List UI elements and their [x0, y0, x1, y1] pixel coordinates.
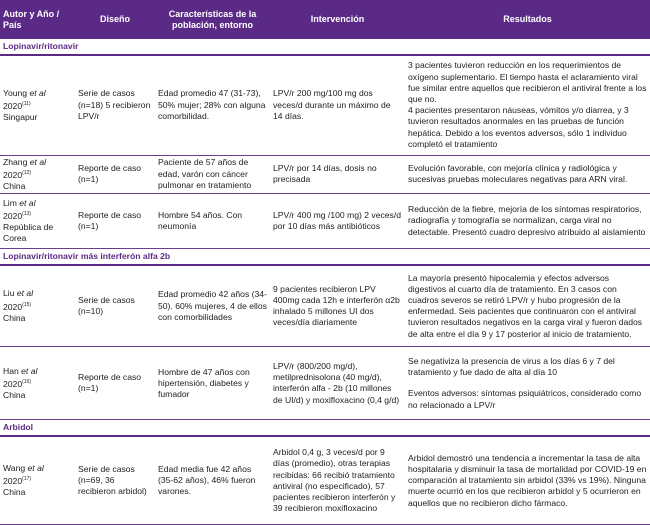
design-cell: Serie de casos (n=18) 5 recibieron LPV/r — [75, 55, 155, 155]
author-cell: Young et al 2020$^{(11)}$ Singapur — [0, 55, 75, 155]
population-cell: Hombre de 47 años con hipertensión, diabetes y fumador — [155, 347, 270, 420]
design-cell: Reporte de caso (n=1) — [75, 193, 155, 248]
population-cell: Hombre 54 años. Con neumonía — [155, 193, 270, 248]
section-title: Lopinavir/ritonavir — [0, 39, 650, 55]
section-row — [0, 39, 650, 55]
population-cell: Paciente de 57 años de edad, varón con cáncer pulmonar en tratamiento — [155, 155, 270, 193]
intervention-cell: 9 pacientes recibieron LPV 400mg cada 12h e interferón α2b inhalado 5 millones UI dos veces/día diariamente — [270, 265, 405, 347]
header-row — [0, 0, 650, 39]
results-cell: Reducción de la fiebre, mejoría de los síntomas respiratorios, radiografía y tomografía se normalizan, carga viral no detectable. Presentó cuadro depresivo atribuido al aislamiento — [405, 193, 650, 248]
results-cell: La mayoría presentó hipocalemia y efectos adversos digestivos al cuarto día de tratamiento. En 3 casos con cuadros severos se retiró LPV/r y hubo progresión de la enfermedad. Seis pacientes que continuaron con el antiviral tuvieron resultados negativos en la carga viral y fueron dados de alta entre el día 9 y 17 posterior al inicio de tratamiento. — [405, 265, 650, 347]
author-cell: Lim et al 2020$^{(13)}$ República de Corea — [0, 193, 75, 248]
intervention-cell: Arbidol 0,4 g, 3 veces/d por 9 días (promedio), otras terapias recibidas: 66 recibió tratamiento antiviral (no especificado), 57 pacientes recibieron interferón y 39 recibieron moxifloxacino — [270, 436, 405, 524]
design-cell: Reporte de caso (n=1) — [75, 347, 155, 420]
author-cell: Wang et al 2020$^{(17)}$ China — [0, 436, 75, 524]
country: China — [3, 312, 26, 323]
header-results: Resultados — [405, 0, 650, 39]
country: China — [3, 180, 26, 191]
results-cell: Arbidol demostró una tendencia a incrementar la tasa de alta hospitalaria y disminuir la tasa de mortalidad por COVID-19 en comparación al tratamiento sin arbidol (33% vs 19%). Ninguna muerte ocurrió en los que recibieron arbidol y 5 ocurrieron en aquellos que no recibieron dicho fármaco. — [405, 436, 650, 524]
study-row — [0, 265, 650, 347]
study-row — [0, 55, 650, 155]
section-title: Arbidol — [0, 420, 650, 437]
author-cell: Liu et al 2020$^{(15)}$ China — [0, 265, 75, 347]
population-cell: Edad promedio 42 años (34-50). 60% mujeres, 4 de ellos con comorbilidades — [155, 265, 270, 347]
header-author: Autor y Año / País — [0, 0, 75, 39]
results-cell: 3 pacientes tuvieron reducción en los requerimientos de oxígeno suplementario. El tiempo hasta el aclaramiento viral fue similar entre aquellos que recibieron el antiviral frente a los que no. 4 pacientes presentaron náuseas, vómitos y/o diarrea, y 3 tuvieron resultados anormales en las pruebas de función hepática. Debido a los eventos adversos, sólo 1 individuo completó el tratamiento — [405, 55, 650, 155]
section-row — [0, 248, 650, 265]
study-row — [0, 347, 650, 420]
author-cell: Zhang et al 2020$^{(12)}$ China — [0, 155, 75, 193]
study-row — [0, 193, 650, 248]
study-row — [0, 155, 650, 193]
header-intervention: Intervención — [270, 0, 405, 39]
author-cell: Han et al 2020$^{(16)}$ China — [0, 347, 75, 420]
study-row — [0, 436, 650, 524]
header-design: Diseño — [75, 0, 155, 39]
intervention-cell: LPV/r 400 mg /100 mg) 2 veces/d por 10 días más antibióticos — [270, 193, 405, 248]
country: República de Corea — [3, 221, 54, 244]
design-cell: Reporte de caso (n=1) — [75, 155, 155, 193]
results-cell: Evolución favorable, con mejoría clínica y radiológica y sucesivas pruebas moleculares negativas para ARN viral. — [405, 155, 650, 193]
country: China — [3, 487, 26, 498]
design-cell: Serie de casos (n=69, 36 recibieron arbidol) — [75, 436, 155, 524]
population-cell: Edad media fue 42 años (35-62 años), 46% fueron varones. — [155, 436, 270, 524]
population-cell: Edad promedio 47 (31-73), 50% mujer; 28% con alguna comorbilidad. — [155, 55, 270, 155]
section-title: Lopinavir/ritonavir más interferón alfa 2b — [0, 248, 650, 265]
design-cell: Serie de casos (n=10) — [75, 265, 155, 347]
section-row — [0, 420, 650, 437]
intervention-cell: LPV/r por 14 días, dosis no precisada — [270, 155, 405, 193]
intervention-cell: LPV/r 200 mg/100 mg dos veces/d durante un máximo de 14 días. — [270, 55, 405, 155]
country: Singapur — [3, 111, 38, 122]
header-population: Características de la población, entorno — [155, 0, 270, 39]
country: China — [3, 390, 26, 400]
results-cell: Se negativiza la presencia de virus a los días 6 y 7 del tratamiento y fue dado de alta al día 10 Eventos adversos: síntomas psiquiátricos, considerado como no relacionado a LPV/r — [405, 347, 650, 420]
intervention-cell: LPV/r (800/200 mg/d), metilprednisolona (40 mg/d), interferón alfa - 2b (10 millones de UI/d) y moxifloxacino (0,4 g/d) — [270, 347, 405, 420]
